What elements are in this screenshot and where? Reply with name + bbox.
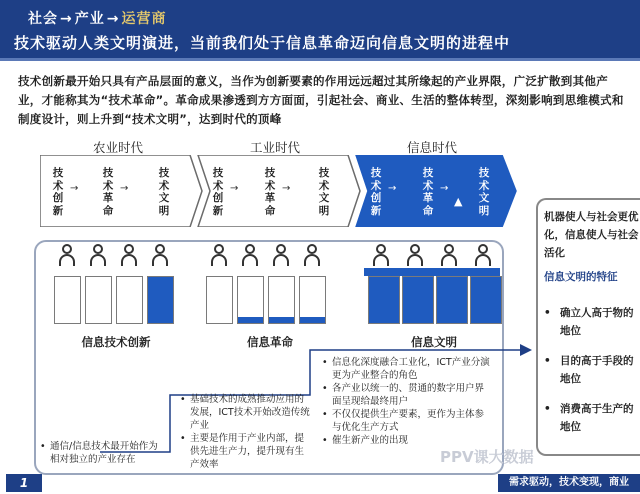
note-revolution bbox=[180, 393, 310, 471]
level-bar bbox=[85, 276, 112, 324]
note-item: • 通信/信息技术最开始作为相对独立的产业存在 bbox=[40, 440, 160, 466]
era-title-agriculture: 农业时代 bbox=[92, 140, 143, 155]
footer bbox=[0, 474, 640, 494]
arrow-right-icon: → bbox=[230, 183, 239, 194]
breadcrumb bbox=[28, 8, 166, 28]
note-item: • 各产业以统一的、贯通的数字用户界面呈现给最终用户 bbox=[322, 382, 492, 408]
step-label: 技 术 文 明 bbox=[478, 167, 490, 217]
person-icon bbox=[406, 244, 424, 266]
step-label: 技 术 文 明 bbox=[318, 167, 330, 217]
level-bar bbox=[237, 276, 264, 324]
arrow-right-icon: → bbox=[388, 183, 397, 194]
group-label: 信息革命 bbox=[247, 335, 293, 349]
note-innovation bbox=[40, 440, 160, 466]
civilization-band bbox=[364, 268, 500, 276]
crumb-operator[interactable]: 运营商 bbox=[121, 11, 167, 27]
step-label: 技 术 创 新 bbox=[370, 167, 382, 217]
feature-item: 消费高于生产的地位 bbox=[560, 403, 634, 433]
group-info-revolution bbox=[202, 242, 332, 342]
civilization-features-panel bbox=[536, 198, 640, 456]
person-icon bbox=[474, 244, 492, 266]
group-label: 信息技术创新 bbox=[81, 335, 151, 349]
person-icon bbox=[440, 244, 458, 266]
arrow-icon: → bbox=[106, 11, 120, 27]
era-title-information: 信息时代 bbox=[406, 140, 457, 155]
step-label: 技 术 创 新 bbox=[52, 167, 64, 217]
header-banner bbox=[0, 0, 640, 60]
group-info-civilization bbox=[364, 242, 504, 342]
watermark: PPV课大数据 bbox=[440, 448, 534, 466]
panel-intro: 机器使人与社会更优化，信息使人与社会活化 bbox=[544, 211, 639, 259]
level-bar bbox=[299, 276, 326, 324]
person-icon bbox=[241, 244, 259, 266]
intro-paragraph: 技术创新最开始只具有产品层面的意义，当作为创新要素的作用远远超过其所缘起的产业界限，广泛扩散到其他产业，才能称其为“技术革命”。革命成果渗透到方方面面，引起社会、商业、生活的整体转型，深刻影响到思维模式和制度设计，则上升到“技术文明”，达到时代的顶峰 bbox=[18, 74, 624, 126]
triangle-up-icon: ▲ bbox=[454, 195, 463, 208]
level-bar bbox=[268, 276, 295, 324]
level-fill bbox=[238, 317, 263, 323]
person-icon bbox=[89, 244, 107, 266]
group-tech-innovation bbox=[50, 242, 180, 342]
level-fill bbox=[403, 277, 433, 323]
step-label: 技 术 创 新 bbox=[212, 167, 224, 217]
crumb-industry[interactable]: 产业 bbox=[74, 11, 105, 27]
stage-industry bbox=[198, 155, 358, 227]
person-icon bbox=[151, 244, 169, 266]
person-icon bbox=[272, 244, 290, 266]
bullet-icon: • bbox=[544, 403, 551, 415]
level-bar bbox=[436, 276, 468, 324]
panel-title: 信息文明的特征 bbox=[544, 271, 618, 283]
timeline-arrowhead bbox=[520, 344, 532, 356]
arrow-icon: → bbox=[60, 11, 73, 27]
level-fill bbox=[437, 277, 467, 323]
step-label: 技 术 革 命 bbox=[102, 167, 114, 217]
person-icon bbox=[210, 244, 228, 266]
page-title: 技术驱动人类文明演进，当前我们处于信息革命迈向信息文明的进程中 bbox=[14, 34, 511, 52]
era-title-industry: 工业时代 bbox=[249, 140, 300, 155]
person-icon bbox=[120, 244, 138, 266]
group-label: 信息文明 bbox=[411, 335, 457, 349]
level-fill bbox=[471, 277, 501, 323]
person-icon bbox=[372, 244, 390, 266]
feature-item: 目的高于手段的地位 bbox=[560, 355, 634, 385]
note-item: • 不仅仅提供生产要素，更作为主体参与优化生产方式 bbox=[322, 408, 492, 434]
step-label: 技 术 革 命 bbox=[422, 167, 434, 217]
note-civilization bbox=[322, 356, 492, 447]
level-fill bbox=[300, 317, 325, 323]
note-item: • 催生新产业的出现 bbox=[322, 434, 492, 447]
stage-agriculture bbox=[40, 155, 200, 227]
level-bar bbox=[368, 276, 400, 324]
bullet-icon: • bbox=[544, 355, 551, 367]
person-icon bbox=[303, 244, 321, 266]
person-icon bbox=[58, 244, 76, 266]
bullet-icon: • bbox=[544, 307, 551, 319]
level-bar bbox=[54, 276, 81, 324]
feature-item: 确立人高于物的地位 bbox=[560, 307, 634, 337]
stage-information bbox=[356, 155, 516, 227]
step-label: 技 术 文 明 bbox=[158, 167, 170, 217]
level-fill bbox=[148, 277, 173, 323]
arrow-right-icon: → bbox=[440, 183, 449, 194]
level-fill bbox=[369, 277, 399, 323]
step-label: 技 术 革 命 bbox=[264, 167, 276, 217]
arrow-right-icon: → bbox=[282, 183, 291, 194]
level-bar bbox=[147, 276, 174, 324]
note-item: • 主要是作用于产业内部，提供先进生产力，提升现有生产效率 bbox=[180, 432, 310, 471]
level-bar bbox=[402, 276, 434, 324]
era-process bbox=[40, 155, 540, 227]
arrow-right-icon: → bbox=[70, 183, 79, 194]
arrow-right-icon: → bbox=[120, 183, 129, 194]
level-bar bbox=[470, 276, 502, 324]
header-divider bbox=[0, 58, 640, 61]
level-bar bbox=[116, 276, 143, 324]
footer-tagline: 需求驱动，技术变现，商业 bbox=[498, 474, 640, 492]
level-fill bbox=[269, 317, 294, 323]
note-item: • 基础技术的成熟推动应用的发展，ICT技术开始改造传统产业 bbox=[180, 393, 310, 432]
page-number: 1 bbox=[6, 474, 42, 492]
note-item: • 信息化深度融合工业化，ICT产业分演更为产业整合的角色 bbox=[322, 356, 492, 382]
level-bar bbox=[206, 276, 233, 324]
crumb-society[interactable]: 社会 bbox=[28, 11, 58, 27]
